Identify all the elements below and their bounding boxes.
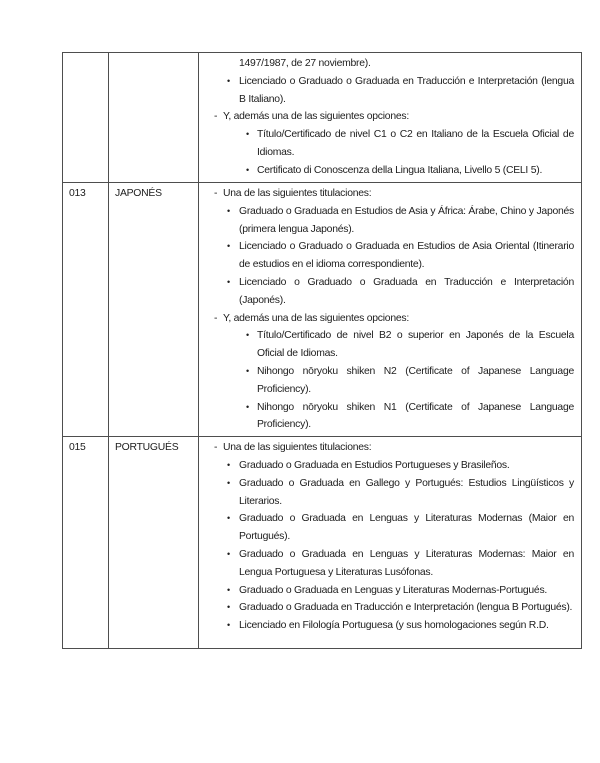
item-text: Certificato di Conoscenza della Lingua Italiana, Livello 5 (CELI 5).: [257, 164, 543, 176]
bullet-marker: •: [227, 75, 230, 86]
item-text: Graduado o Graduada en Estudios de Asia y África: Árabe, Chino y Japonés (primera lengua Japonés).: [239, 205, 574, 235]
bullet-marker: •: [227, 513, 230, 524]
dash-marker: -: [214, 442, 218, 454]
bullet-marker: •: [246, 401, 249, 412]
requirement-item: [199, 310, 574, 328]
requirement-item: [199, 546, 574, 582]
bullet-marker: •: [227, 477, 230, 488]
dash-marker: -: [214, 312, 218, 324]
bullet-marker: •: [246, 330, 249, 341]
requirement-item: [199, 457, 574, 475]
item-text: Licenciado en Filología Portuguesa (y sus homologaciones según R.D.: [239, 620, 549, 632]
language-cell: PORTUGUÉS: [109, 437, 199, 649]
bullet-marker: •: [227, 548, 230, 559]
item-text: Una de las siguientes titulaciones:: [223, 442, 372, 454]
requirement-item: [199, 162, 574, 180]
bullet-marker: •: [227, 602, 230, 613]
item-text: Título/Certificado de nivel C1 o C2 en Italiano de la Escuela Oficial de Idiomas.: [257, 129, 574, 158]
item-text: Graduado o Graduada en Gallego y Portugués: Estudios Lingüísticos y Literarios.: [239, 477, 574, 507]
bullet-marker: •: [246, 365, 249, 376]
requirement-item: [199, 55, 574, 73]
dash-marker: -: [214, 188, 218, 199]
requirement-item: [199, 363, 574, 399]
requirements-cell: [199, 437, 582, 649]
requirement-item: [199, 185, 574, 203]
requirement-item: [199, 439, 574, 457]
requirement-item: [199, 327, 574, 363]
requirements-cell: [199, 183, 582, 437]
item-text: 1497/1987, de 27 noviembre).: [239, 58, 371, 69]
item-text: Graduado o Graduada en Lenguas y Literaturas Modernas-Portugués.: [239, 584, 548, 596]
bullet-marker: •: [227, 620, 230, 631]
requirement-item: [199, 582, 574, 600]
item-text: Graduado o Graduada en Estudios Portugueses y Brasileños.: [239, 459, 510, 471]
requirement-item: [199, 238, 574, 274]
bullet-marker: •: [227, 241, 230, 252]
item-text: Nihongo nōryoku shiken N2 (Certificate of Japanese Language Proficiency).: [257, 365, 574, 395]
item-text: Título/Certificado de nivel B2 o superior en Japonés de la Escuela Oficial de Idiomas.: [257, 330, 574, 360]
item-text: Licenciado o Graduado o Graduada en Traducción e Interpretación (lengua B Italiano).: [239, 75, 574, 105]
bullet-marker: •: [227, 276, 230, 287]
item-text: Nihongo nōryoku shiken N1 (Certificate of Japanese Language Proficiency).: [257, 401, 574, 431]
bullet-marker: •: [246, 129, 249, 140]
requirements-cell: [199, 53, 582, 183]
table-row: [63, 183, 582, 437]
code-cell: [63, 53, 109, 183]
requirement-item: [199, 126, 574, 162]
item-text: Y, además una de las siguientes opciones:: [223, 111, 409, 123]
item-text: Licenciado o Graduado o Graduada en Traducción e Interpretación (Japonés).: [239, 276, 574, 306]
bullet-marker: •: [227, 205, 230, 216]
requirement-item: [199, 108, 574, 126]
bullet-marker: •: [246, 164, 249, 175]
dash-marker: -: [214, 111, 218, 123]
table-body: [63, 53, 582, 649]
language-cell: [109, 53, 199, 183]
code-cell: 013: [63, 183, 109, 437]
language-cell: JAPONÉS: [109, 183, 199, 437]
item-text: Una de las siguientes titulaciones:: [223, 188, 372, 199]
item-text: Y, además una de las siguientes opciones:: [223, 312, 409, 324]
requirement-item: [199, 399, 574, 435]
table-row: [63, 53, 582, 183]
requirement-item: [199, 599, 574, 617]
bullet-marker: •: [227, 584, 230, 595]
requirement-item: [199, 475, 574, 511]
requirement-item: [199, 203, 574, 239]
item-text: Graduado o Graduada en Traducción e Interpretación (lengua B Portugués).: [239, 602, 573, 614]
qualification-table: [62, 52, 582, 649]
item-text: Graduado o Graduada en Lenguas y Literaturas Modernas (Maior en Portugués).: [239, 513, 574, 543]
table-row: [63, 437, 582, 649]
item-text: Graduado o Graduada en Lenguas y Literaturas Modernas: Maior en Lengua Portuguesa y Literaturas Lusófonas.: [239, 548, 574, 578]
bullet-marker: •: [227, 459, 230, 470]
requirement-item: [199, 73, 574, 109]
code-cell: 015: [63, 437, 109, 649]
requirement-item: [199, 274, 574, 310]
item-text: Licenciado o Graduado o Graduada en Estudios de Asia Oriental (Itinerario de estudios en el idioma correspondiente).: [239, 241, 574, 271]
requirement-item: [199, 510, 574, 546]
requirement-item: [199, 617, 574, 635]
